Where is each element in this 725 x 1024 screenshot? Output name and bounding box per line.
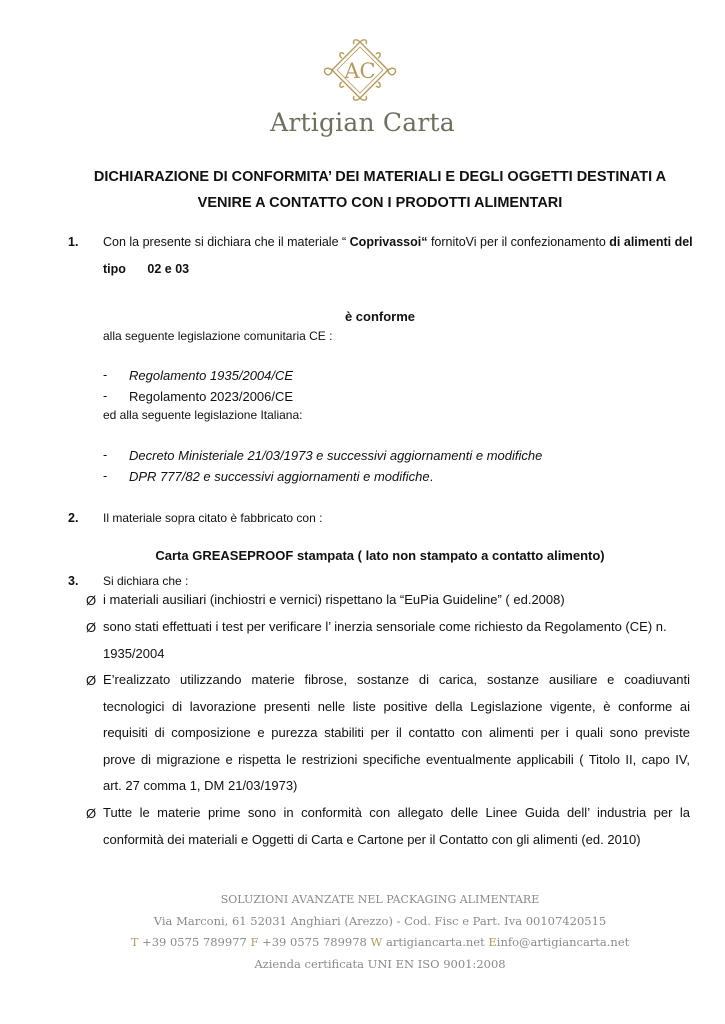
footer-contacts bbox=[0, 935, 725, 949]
title-line-2: VENIRE A CONTATTO CON I PRODOTTI ALIMENTARI bbox=[197, 195, 563, 211]
document-title bbox=[40, 164, 720, 216]
logo-initials: AC bbox=[344, 59, 376, 83]
tipo-label: tipo bbox=[103, 262, 126, 276]
bullet-icon: Ø bbox=[86, 806, 97, 821]
title-line-1: DICHIARAZIONE DI CONFORMITA’ DEI MATERIALI E DEGLI OGGETTI DESTINATI A bbox=[93, 169, 667, 185]
email-label: E bbox=[488, 935, 497, 949]
bullet-3-line-5: art. 27 comma 1, DM 21/03/1973) bbox=[103, 778, 298, 793]
section-1-number: 1. bbox=[68, 235, 79, 249]
section-1-text-c: di alimenti del bbox=[609, 235, 693, 249]
footer-email-link[interactable]: info@artigiancarta.net bbox=[496, 935, 630, 949]
ce-item-2: Regolamento 2023/2006/CE bbox=[129, 389, 294, 404]
web-label: W bbox=[370, 935, 383, 949]
bullet-icon: Ø bbox=[86, 620, 97, 635]
section-1-text bbox=[103, 235, 703, 249]
tipo-value: 02 e 03 bbox=[147, 262, 190, 276]
bullet-3 bbox=[103, 667, 690, 800]
section-3-intro: Si dichiara che : bbox=[103, 574, 189, 588]
bullet-2 bbox=[103, 614, 690, 667]
it-dash-1: - bbox=[103, 448, 108, 462]
it-item-2 bbox=[129, 469, 433, 484]
footer-phone[interactable]: +39 0575 789977 bbox=[142, 935, 247, 949]
material-name: Coprivassoi“ bbox=[349, 235, 428, 249]
footer-certification: Azienda certificata UNI EN ISO 9001:2008 bbox=[254, 957, 506, 971]
bullet-1 bbox=[103, 587, 690, 614]
section-3-number: 3. bbox=[68, 574, 79, 588]
bullet-3-line-1: E’realizzato utilizzando materie fibrose, sostanze di carica, sostanze ausiliare e coadiuvanti bbox=[103, 672, 690, 687]
section-2-text: Il materiale sopra citato è fabbricato con : bbox=[103, 511, 323, 525]
ce-dash-1: - bbox=[103, 368, 108, 382]
it-item-2-suffix: . bbox=[429, 469, 434, 484]
it-item-1: Decreto Ministeriale 21/03/1973 e successivi aggiornamenti e modifiche bbox=[129, 448, 543, 463]
ce-intro: alla seguente legislazione comunitaria CE : bbox=[103, 329, 333, 343]
tipo-line bbox=[103, 262, 189, 276]
bullet-4-line-2: conformità dei materiali e Oggetti di Carta e Cartone per il Contatto con gli alimenti (ed. 2010) bbox=[103, 831, 641, 847]
bullet-icon: Ø bbox=[86, 673, 97, 688]
bullet-icon: Ø bbox=[86, 593, 97, 608]
it-intro: ed alla seguente legislazione Italiana: bbox=[103, 408, 303, 422]
footer-tagline: SOLUZIONI AVANZATE NEL PACKAGING ALIMENTARE bbox=[220, 893, 540, 906]
artigian-carta-logo bbox=[318, 38, 402, 108]
bullet-3-line-3: requisiti di composizione e purezza stabiliti per il contatto con alimenti per i quali sono previste bbox=[103, 725, 690, 740]
ce-dash-2: - bbox=[103, 389, 108, 403]
section-1-text-b: fornitoVi per il confezionamento bbox=[427, 235, 610, 249]
section-1-text-a: Con la presente si dichiara che il materiale “ bbox=[103, 235, 350, 249]
footer-fax: +39 0575 789978 bbox=[262, 935, 367, 949]
bullet-4-line-1: Tutte le materie prime sono in conformità con allegato delle Linee Guida dell’ industria per la bbox=[103, 805, 690, 820]
section-2-material: Carta GREASEPROOF stampata ( lato non stampato a contatto alimento) bbox=[155, 548, 605, 563]
it-item-2-text: DPR 777/82 e successivi aggiornamenti e modifiche bbox=[129, 469, 430, 484]
ce-item-1: Regolamento 1935/2004/CE bbox=[129, 368, 294, 383]
bullet-1-line-1: i materiali ausiliari (inchiostri e vernici) rispettano la “EuPia Guideline” ( ed.2008) bbox=[103, 592, 565, 607]
bullet-3-line-2: tecnologici di lavorazione presenti nelle liste positive della Legislazione vigente, è conforme ai bbox=[103, 698, 690, 714]
bullet-2-line-2: 1935/2004 bbox=[103, 645, 165, 661]
bullet-3-line-4: prove di migrazione e rispetta le restrizioni specifiche eventualmente applicabili ( Titolo II, capo IV, bbox=[103, 751, 690, 767]
footer-address: Via Marconi, 61 52031 Anghiari (Arezzo) - Cod. Fisc e Part. Iva 00107420515 bbox=[153, 914, 607, 928]
it-dash-2: - bbox=[103, 469, 108, 483]
conforme-heading: è conforme bbox=[344, 309, 416, 324]
section-2-number: 2. bbox=[68, 511, 79, 525]
fax-label: F bbox=[250, 935, 259, 949]
footer-website-link[interactable]: artigiancarta.net bbox=[386, 935, 485, 949]
phone-label: T bbox=[130, 935, 139, 949]
bullet-4 bbox=[103, 800, 690, 853]
brand-name: Artigian Carta bbox=[270, 108, 455, 137]
bullet-2-line-1: sono stati effettuati i test per verificare l’ inerzia sensoriale come richiesto da Regolamento (CE) n. bbox=[103, 619, 667, 634]
